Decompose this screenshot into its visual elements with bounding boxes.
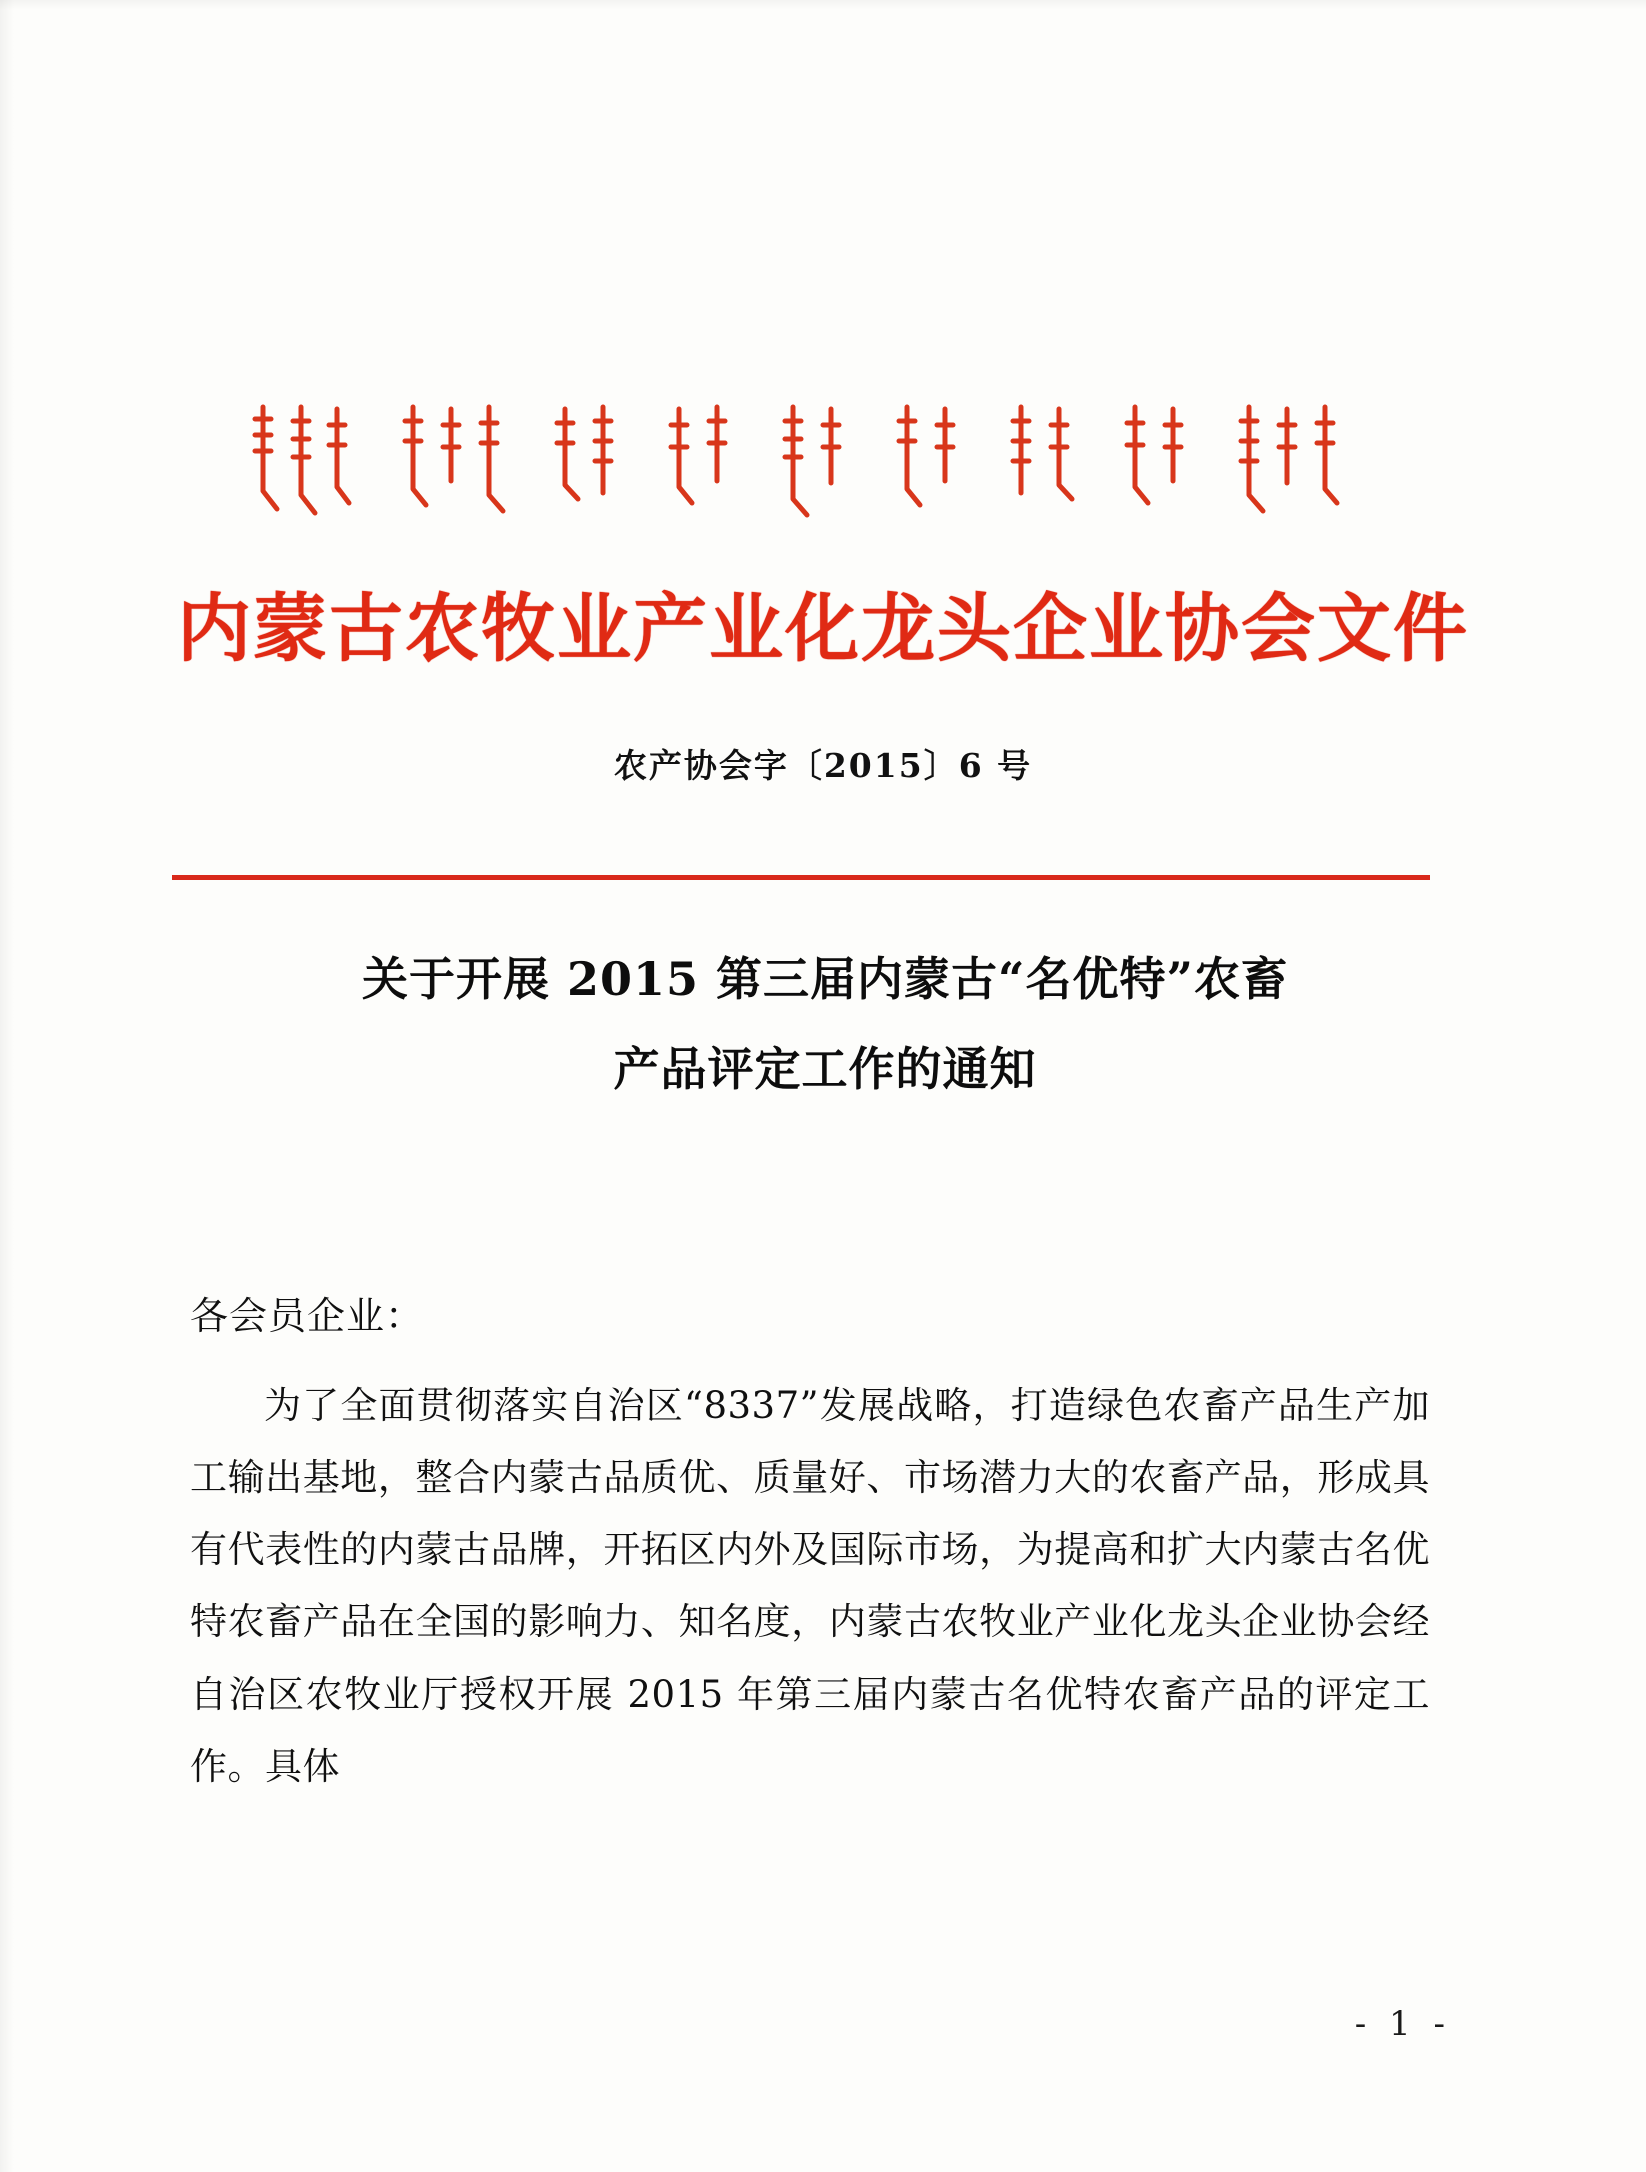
body-text bbox=[190, 1370, 1430, 1803]
mongolian-script-header bbox=[0, 395, 1646, 545]
document-title-line-2: 产品评定工作的通知 bbox=[613, 1041, 1037, 1096]
document-title bbox=[185, 935, 1465, 1114]
salutation: 各会员企业： bbox=[190, 1294, 425, 1338]
red-divider-rule bbox=[172, 875, 1430, 880]
mongolian-glyphs-icon bbox=[233, 395, 1413, 525]
scan-edge-left bbox=[0, 0, 14, 2172]
page-number: - 1 - bbox=[1354, 2004, 1451, 2044]
document-title-line-1: 关于开展 2015 第三届内蒙古“名优特”农畜 bbox=[362, 952, 1288, 1006]
document-number: 农产协会字〔2015〕6 号 bbox=[613, 746, 1033, 785]
scan-edge-top bbox=[0, 0, 1646, 10]
organization-red-title: 内蒙古农牧业产业化龙头企业协会文件 bbox=[177, 586, 1469, 672]
body-paragraph-1: 为了全面贯彻落实自治区“8337”发展战略，打造绿色农畜产品生产加工输出基地，整合内蒙古品质优、质量好、市场潜力大的农畜产品，形成具有代表性的内蒙古品牌，开拓区内外及国际市场，为提高和扩大内蒙古名优特农畜产品在全国的影响力、知名度，内蒙古农牧业产业化龙头企业协会经自治区农牧业厅授权开展 2015 年第三届内蒙古名优特农畜产品的评定工作。具体 bbox=[190, 1384, 1430, 1788]
